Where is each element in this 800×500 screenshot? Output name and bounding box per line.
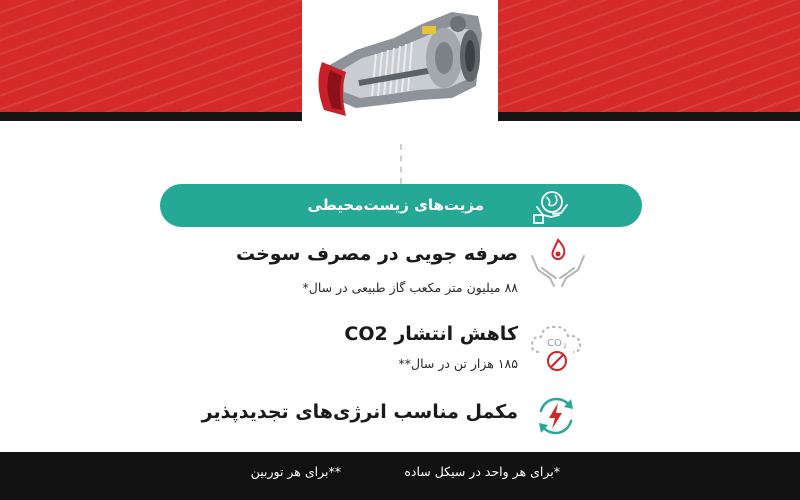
co2-cloud-icon [527,314,587,374]
svg-text:CO: CO [547,338,562,349]
renewable-energy-icon [533,393,579,439]
gas-turbine-image [302,0,498,144]
footnote-1: *برای هر واحد در سیکل ساده [404,464,560,479]
fuel-saving-detail: ۸۸ میلیون متر مکعب گاز طبیعی در سال* [302,280,518,295]
svg-text:2: 2 [563,343,567,350]
benefits-title: مزیت‌های زیست‌محیطی [307,196,484,214]
fuel-saving-title: صرفه جویی در مصرف سوخت [235,243,518,265]
footer-bar [0,452,800,500]
turbine-image-card [302,0,498,144]
hands-flame-icon [528,234,588,292]
renewable-complement-title: مکمل مناسب انرژی‌های تجدیدپذیر [201,401,518,423]
co2-reduction-title: کاهش انتشار CO2 [344,323,518,345]
hands-globe-icon [531,185,573,226]
co2-reduction-detail: ۱۸۵ هزار تن در سال** [398,356,518,371]
footnote-2: **برای هر توربین [250,464,341,479]
connector-line [400,144,402,184]
